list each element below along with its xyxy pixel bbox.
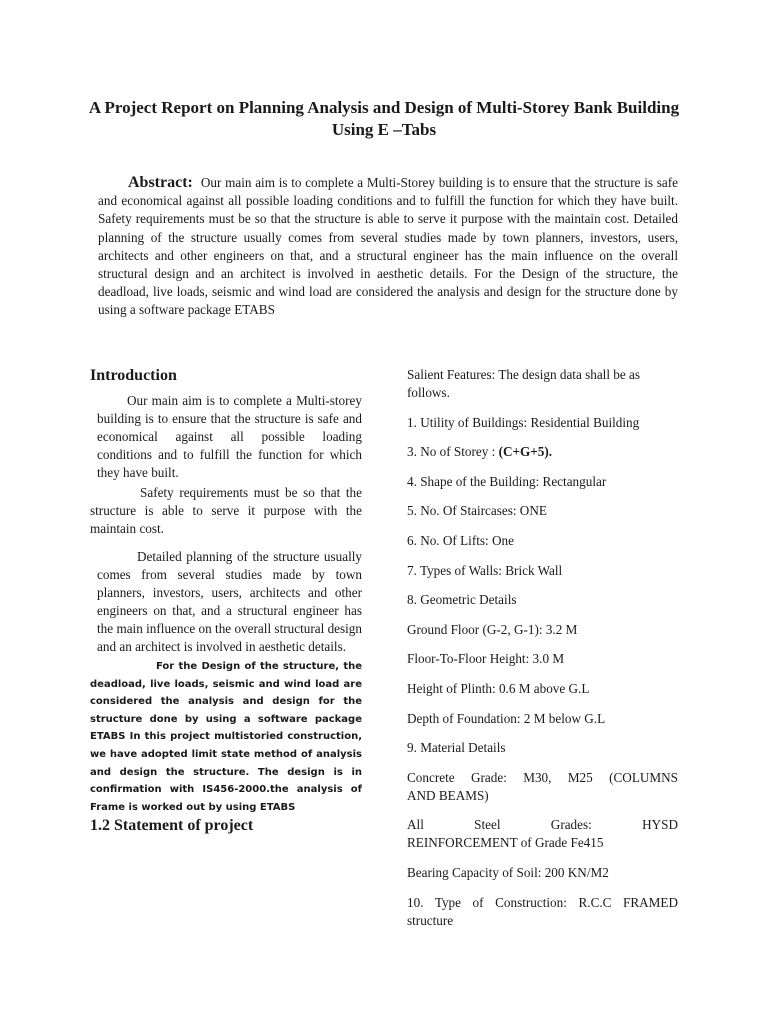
feature-shape: 4. Shape of the Building: Rectangular: [407, 473, 607, 489]
intro-paragraph-1: Our main aim is to complete a Multi-storey building is to ensure that the structure is safe and economical against all possible loading conditions and to fulfill the function for which they have built.: [97, 393, 362, 480]
feature-storey-value: (C+G+5).: [498, 444, 553, 460]
feature-concrete: [407, 769, 678, 805]
feature-walls: 7. Types of Walls: Brick Wall: [407, 562, 563, 578]
feature-bearing: Bearing Capacity of Soil: 200 KN/M2: [407, 864, 609, 880]
salient-intro: Salient Features: The design data shall be as follows.: [407, 367, 641, 400]
feature-construction: [407, 894, 678, 930]
feature-concrete-line1: Concrete Grade: M30, M25 (COLUMNS: [407, 769, 678, 785]
introduction-heading: Introduction: [90, 367, 177, 384]
feature-steel: [407, 816, 678, 852]
abstract-text: Our main aim is to complete a Multi-Storey building is to ensure that the structure is safe and economical against all possible loading conditions and to fulfill the function for which they have built. Safety requirements must be so that the structure is able to serve it purpose with the maintain cost. Detailed planning of the structure usually comes from several studies made by town planners, investors, users, architects and other engineers on that, and a structural engineer has the main influence on the overall structural design and an architect is involved in aesthetic details. For the Design of the structure, the deadload, live loads, seismic and wind load are considered the analysis and design for the structure done by using a software package ETABS: [98, 175, 678, 318]
abstract-label: Abstract:: [128, 174, 193, 191]
feature-plinth: Height of Plinth: 0.6 M above G.L: [407, 680, 590, 696]
feature-lifts: 6. No. Of Lifts: One: [407, 532, 514, 548]
feature-utility: 1. Utility of Buildings: Residential Building: [407, 414, 640, 430]
feature-material: 9. Material Details: [407, 740, 506, 756]
statement-heading: 1.2 Statement of project: [90, 817, 254, 835]
feature-geometric: 8. Geometric Details: [407, 592, 517, 608]
feature-ground-floor: Ground Floor (G-2, G-1): 3.2 M: [407, 621, 578, 637]
intro-paragraph-3: Detailed planning of the structure usually comes from several studies made by town planners, investors, users, architects and other engineers on that, and a structural engineer has the main influence on the overall structural design and an architect is involved in aesthetic details.: [97, 549, 362, 654]
report-title: A Project Report on Planning Analysis and Design of Multi-Storey Bank Building Using E –Tabs: [88, 98, 680, 139]
feature-construction-line2: structure: [407, 912, 454, 928]
intro-paragraph-2: Safety requirements must be so that the structure is able to serve it purpose with the maintain cost.: [90, 485, 362, 536]
intro-paragraph-4: For the Design of the structure, the deadload, live loads, seismic and wind load are considered the analysis and design for the structure done by using a software package ETABS In this project multistoried construction, we have adopted limit state method of analysis and design the structure. The design is in confirmation with IS456-2000.the analysis of Frame is worked out by using ETABS: [90, 661, 362, 813]
feature-storey-label: 3. No of Storey :: [407, 444, 496, 460]
feature-steel-line1: All Steel Grades: HYSD: [407, 817, 678, 833]
feature-construction-line1: 10. Type of Construction: R.C.C FRAMED: [407, 894, 678, 910]
left-column: [90, 366, 362, 836]
feature-steel-line2: REINFORCEMENT of Grade Fe415: [407, 835, 604, 851]
feature-storey: [407, 443, 678, 461]
abstract-block: [98, 174, 678, 320]
feature-floor-height: Floor-To-Floor Height: 3.0 M: [407, 651, 565, 667]
feature-concrete-line2: AND BEAMS): [407, 787, 489, 803]
right-column: [407, 366, 678, 930]
feature-foundation: Depth of Foundation: 2 M below G.L: [407, 710, 606, 726]
feature-staircases: 5. No. Of Staircases: ONE: [407, 503, 547, 519]
